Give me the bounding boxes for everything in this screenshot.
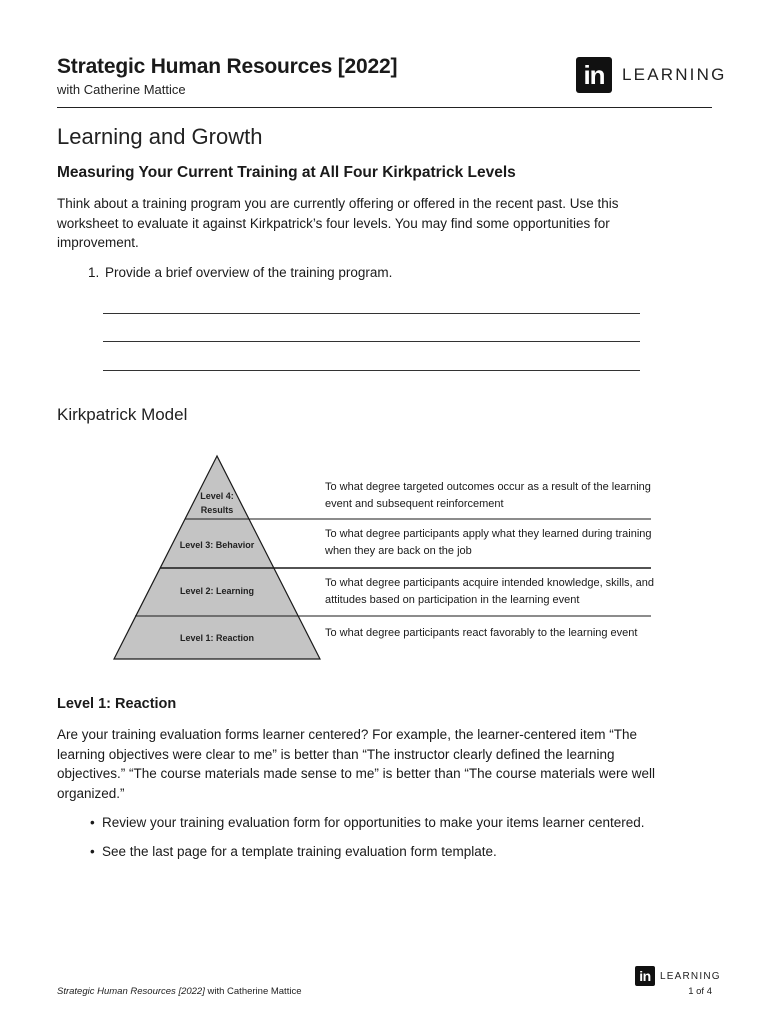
bullet-item — [90, 815, 645, 830]
footer-course-line — [57, 986, 301, 997]
question-number: 1. — [88, 265, 100, 280]
level-4-description: To what degree targeted outcomes occur as a result of the learning event and subsequent reinforcement — [325, 481, 651, 510]
linkedin-in-icon: in — [576, 57, 612, 93]
linkedin-in-icon: in — [635, 966, 655, 986]
level-1-body: Are your training evaluation forms learner centered? For example, the learner-centered item “The learning objectives were clear to me” is better than “The instructor clearly defined the learning objectives.” “The course materials made sense to me” is better than “The course materials were well organized.” — [57, 727, 655, 801]
level-4-label-line1: Level 4: — [200, 491, 234, 501]
course-title: Strategic Human Resources [2022] — [57, 55, 398, 78]
level-1-heading: Level 1: Reaction — [57, 696, 177, 712]
footer-brand-wordmark: LEARNING — [660, 970, 721, 982]
level-1-description: To what degree participants react favorably to the learning event — [325, 627, 638, 639]
bullet-text: See the last page for a template training evaluation form template. — [102, 844, 497, 859]
course-author: with Catherine Mattice — [57, 82, 186, 97]
level-4-label — [187, 489, 247, 517]
level-2-description: To what degree participants acquire intended knowledge, skills, and attitudes based on participation in the learning event — [325, 577, 654, 606]
level-3-label: Level 3: Behavior — [179, 540, 255, 550]
bullet-icon: • — [90, 844, 95, 859]
bullet-icon: • — [90, 815, 95, 830]
footer-course-title: Strategic Human Resources [2022] — [57, 986, 205, 997]
footer-author: with Catherine Mattice — [204, 986, 302, 997]
level-3-description: To what degree participants apply what they learned during training when they are back on the job — [325, 528, 652, 557]
brand-wordmark: LEARNING — [622, 65, 727, 84]
question-text: Provide a brief overview of the training program. — [105, 265, 393, 280]
page-number: 1 of 4 — [688, 986, 712, 997]
footer-linkedin-learning-logo — [635, 966, 721, 986]
level-4-label-line2: Results — [200, 505, 234, 515]
level-1-label: Level 1: Reaction — [179, 633, 255, 643]
intro-paragraph: Think about a training program you are currently offering or offered in the recent past. Use this worksheet to evaluate it against Kirkpatrick’s four levels. You may find some opportunities for improvement. — [57, 196, 619, 250]
section-subtitle: Measuring Your Current Training at All Four Kirkpatrick Levels — [57, 164, 516, 181]
level-2-label: Level 2: Learning — [179, 586, 255, 596]
bullet-item — [90, 844, 497, 859]
model-title: Kirkpatrick Model — [57, 405, 188, 424]
pyramid-shape — [114, 456, 320, 659]
section-title: Learning and Growth — [57, 124, 263, 149]
bullet-text: Review your training evaluation form for opportunities to make your items learner centered. — [102, 815, 645, 830]
